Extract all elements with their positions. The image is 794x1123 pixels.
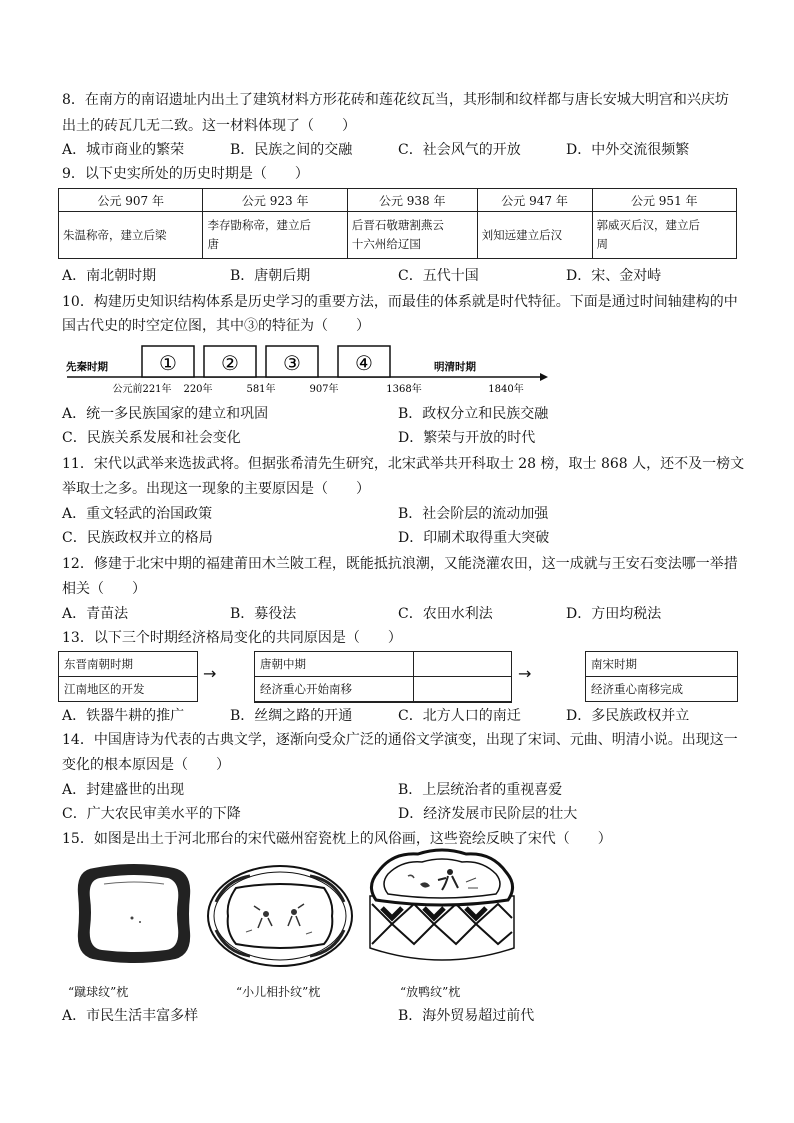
q13-box-1 bbox=[58, 651, 198, 702]
q13-stem: 13．以下三个时期经济格局变化的共同原因是（ ） bbox=[62, 630, 402, 646]
q9-header: 公元 947 年 bbox=[477, 189, 592, 212]
q14-option-a[interactable]: A．封建盛世的出现 bbox=[62, 782, 185, 798]
q11-option-b[interactable]: B．社会阶层的流动加强 bbox=[398, 506, 549, 522]
q11-option-c[interactable]: C．民族政权并立的格局 bbox=[62, 530, 213, 546]
timeline-tick-label: 公元前221年 bbox=[112, 384, 172, 395]
timeline-box-label-2: ② bbox=[221, 351, 239, 375]
q8-option-b[interactable]: B．民族之间的交融 bbox=[230, 142, 353, 158]
q13-option-a[interactable]: A．铁器牛耕的推广 bbox=[62, 708, 185, 724]
q10-option-a[interactable]: A．统一多民族国家的建立和巩固 bbox=[62, 406, 269, 422]
q12-option-c[interactable]: C．农田水利法 bbox=[398, 606, 493, 622]
q13-box-2 bbox=[254, 651, 512, 703]
q10-option-c[interactable]: C．民族关系发展和社会变化 bbox=[62, 430, 241, 446]
q13-arrow-2: → bbox=[518, 664, 532, 683]
q15-option-a[interactable]: A．市民生活丰富多样 bbox=[62, 1008, 199, 1024]
pillow-cuqiu-image bbox=[74, 862, 194, 964]
q13-box-3 bbox=[585, 651, 738, 702]
timeline-right-label: 明清时期 bbox=[434, 361, 476, 373]
q9-cell: 后晋石敬瑭割燕云 十六州给辽国 bbox=[347, 212, 477, 259]
q9-header: 公元 923 年 bbox=[203, 189, 347, 212]
q9-header: 公元 951 年 bbox=[592, 189, 736, 212]
q13-option-b[interactable]: B．丝绸之路的开通 bbox=[230, 708, 353, 724]
timeline-left-label: 先秦时期 bbox=[66, 361, 108, 373]
q13-option-d[interactable]: D．多民族政权并立 bbox=[566, 708, 690, 724]
pillow-xiangpu-image bbox=[206, 862, 354, 968]
q13-box-2-period: 唐朝中期 bbox=[255, 652, 511, 677]
q9-cell: 李存勖称帝，建立后 唐 bbox=[203, 212, 347, 259]
q13-arrow-1: → bbox=[203, 664, 217, 683]
q13-option-c[interactable]: C．北方人口的南迁 bbox=[398, 708, 521, 724]
q13-box-1-period: 东晋南朝时期 bbox=[59, 652, 197, 677]
q11-stem-line1: 11．宋代以武举来选拔武将。但据张希清先生研究，北宋武举共开科取士 28 榜，取士 868 人，还不及一榜文 bbox=[62, 456, 745, 472]
q8-stem-line1: 8．在南方的南诏遗址内出土了建筑材料方形花砖和莲花纹瓦当，其形制和纹样都与唐长安城大明宫和兴庆坊 bbox=[62, 92, 729, 108]
q9-option-c[interactable]: C．五代十国 bbox=[398, 268, 479, 284]
timeline-tick-label: 1840年 bbox=[488, 384, 524, 395]
q10-option-d[interactable]: D．繁荣与开放的时代 bbox=[398, 430, 536, 446]
q10-timeline bbox=[62, 340, 552, 398]
q9-header: 公元 938 年 bbox=[347, 189, 477, 212]
timeline-box-label-4: ④ bbox=[355, 351, 373, 375]
q12-stem-line1: 12．修建于北宋中期的福建莆田木兰陂工程，既能抵抗浪潮，又能浇灌农田，这一成就与王安石变法哪一举措 bbox=[62, 556, 738, 572]
caption-xiangpu: “小儿相扑纹”枕 bbox=[236, 985, 321, 999]
q9-option-a[interactable]: A．南北朝时期 bbox=[62, 268, 157, 284]
q8-option-a[interactable]: A．城市商业的繁荣 bbox=[62, 142, 185, 158]
q9-header: 公元 907 年 bbox=[59, 189, 203, 212]
q9-cell: 朱温称帝，建立后梁 bbox=[59, 212, 203, 259]
pillow-fangya-image bbox=[362, 848, 522, 974]
q13-box-3-event: 经济重心南移完成 bbox=[591, 682, 683, 696]
caption-fangya: “放鸭纹”枕 bbox=[400, 985, 461, 999]
q9-option-b[interactable]: B．唐朝后期 bbox=[230, 268, 311, 284]
q14-stem-line2: 变化的根本原因是（ ） bbox=[62, 757, 230, 773]
q9-stem: 9．以下史实所处的历史时期是（ ） bbox=[62, 166, 309, 182]
timeline-tick-label: 907年 bbox=[309, 384, 339, 395]
q13-box-2-event: 经济重心开始南移 bbox=[255, 677, 511, 702]
timeline-tick-label: 220年 bbox=[183, 384, 213, 395]
q10-stem-line2: 国古代史的时空定位图，其中③的特征为（ ） bbox=[62, 318, 370, 334]
q8-stem-line2: 出土的砖瓦几无二致。这一材料体现了（ ） bbox=[62, 118, 356, 134]
q12-option-d[interactable]: D．方田均税法 bbox=[566, 606, 662, 622]
q11-stem-line2: 举取士之多。出现这一现象的主要原因是（ ） bbox=[62, 481, 370, 497]
timeline-tick-label: 1368年 bbox=[386, 384, 422, 395]
q11-option-a[interactable]: A．重文轻武的治国政策 bbox=[62, 506, 213, 522]
q13-box-3-period: 南宋时期 bbox=[586, 652, 737, 677]
q12-option-b[interactable]: B．募役法 bbox=[230, 606, 297, 622]
q14-option-c[interactable]: C．广大农民审美水平的下降 bbox=[62, 806, 241, 822]
q11-option-d[interactable]: D．印刷术取得重大突破 bbox=[398, 530, 550, 546]
timeline-tick-label: 581年 bbox=[246, 384, 276, 395]
q14-option-b[interactable]: B．上层统治者的重视喜爱 bbox=[398, 782, 563, 798]
q9-cell: 郭威灭后汉，建立后 周 bbox=[592, 212, 736, 259]
q15-option-b[interactable]: B．海外贸易超过前代 bbox=[398, 1008, 535, 1024]
q10-option-b[interactable]: B．政权分立和民族交融 bbox=[398, 406, 549, 422]
caption-cuqiu: “蹴球纹”枕 bbox=[68, 985, 129, 999]
q12-option-a[interactable]: A．青苗法 bbox=[62, 606, 129, 622]
q9-table-header-row bbox=[59, 189, 737, 212]
q9-option-d[interactable]: D．宋、金对峙 bbox=[566, 268, 662, 284]
q9-table-body-row bbox=[59, 212, 737, 259]
q9-cell: 刘知远建立后汉 bbox=[477, 212, 592, 259]
q10-stem-line1: 10．构建历史知识结构体系是历史学习的重要方法，而最佳的体系就是时代特征。下面是通过时间轴建构的中 bbox=[62, 294, 738, 310]
q14-option-d[interactable]: D．经济发展市民阶层的壮大 bbox=[398, 806, 578, 822]
q14-stem-line1: 14．中国唐诗为代表的古典文学，逐渐向受众广泛的通俗文学演变，出现了宋词、元曲、明清小说。出现这一 bbox=[62, 732, 738, 748]
q12-stem-line2: 相关（ ） bbox=[62, 581, 146, 597]
q15-stem: 15．如图是出土于河北邢台的宋代磁州窑瓷枕上的风俗画，这些瓷绘反映了宋代（ ） bbox=[62, 831, 612, 847]
timeline-box-label-1: ① bbox=[159, 351, 177, 375]
q8-option-c[interactable]: C．社会风气的开放 bbox=[398, 142, 521, 158]
q13-box-1-event: 江南地区的开发 bbox=[64, 682, 145, 696]
timeline-box-label-3: ③ bbox=[283, 351, 301, 375]
q8-option-d[interactable]: D．中外交流很频繁 bbox=[566, 142, 690, 158]
q9-table bbox=[58, 188, 737, 259]
